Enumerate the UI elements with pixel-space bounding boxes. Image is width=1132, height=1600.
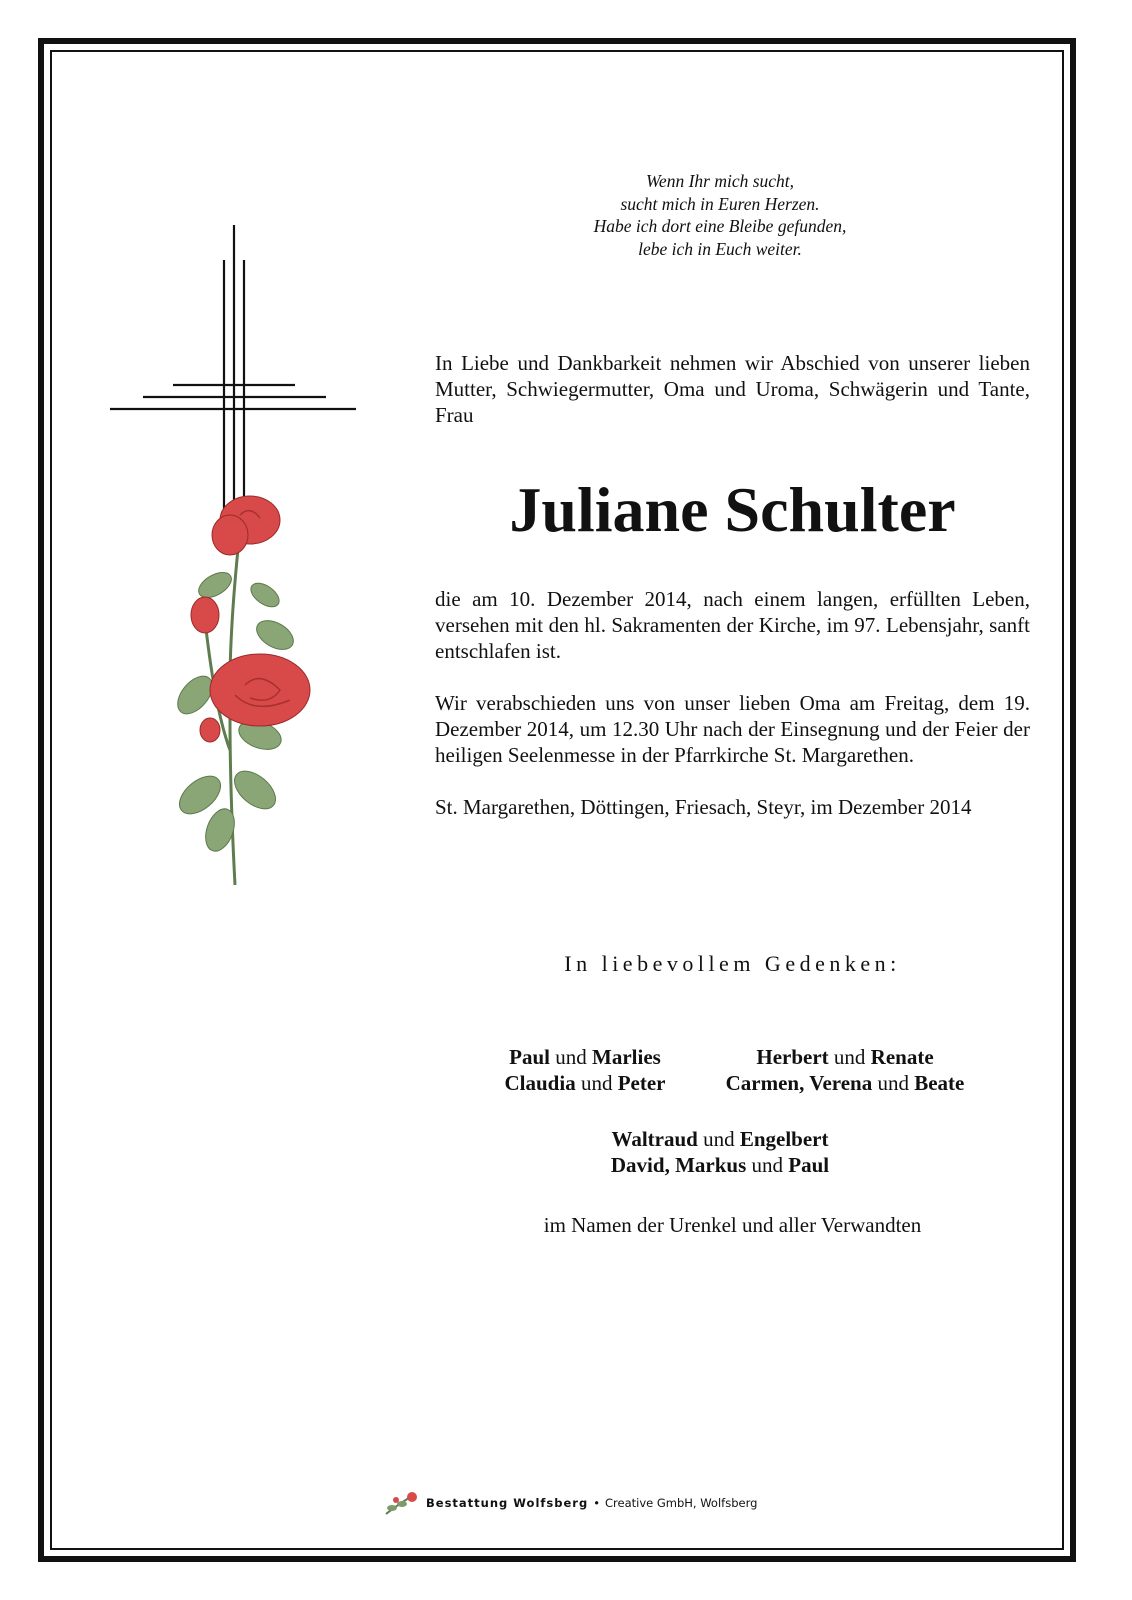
family-name: Waltraud [611, 1127, 698, 1151]
closing-line: im Namen der Urenkel und aller Verwandten [543, 1213, 922, 1237]
gedenken-heading: In liebevollem Gedenken: [564, 951, 901, 976]
family-line [700, 1044, 990, 1070]
motto-line: lebe ich in Euch weiter. [638, 238, 802, 259]
family-center [520, 1126, 920, 1178]
deceased-name: Juliane Schulter [509, 474, 956, 545]
family-name: Herbert [756, 1045, 829, 1069]
conjunction: und [580, 1071, 613, 1095]
family-name: Claudia [504, 1071, 576, 1095]
conjunction: und [555, 1045, 587, 1069]
family-name: Beate [914, 1071, 965, 1095]
motto-line: sucht mich in Euren Herzen. [620, 193, 820, 214]
family-line [520, 1152, 920, 1178]
death-paragraph: die am 10. Dezember 2014, nach einem langen, erfüllten Leben, versehen mit den hl. Sakramenten der Kirche, im 97. Lebensjahr, sanft entschlafen ist. [435, 587, 1030, 663]
family-name: Carmen, Verena [725, 1071, 873, 1095]
family-name: David, Markus [610, 1153, 747, 1177]
funeral-paragraph: Wir verabschieden uns von unser lieben Oma am Freitag, dem 19. Dezember 2014, um 12.30 Uhr nach der Einsegnung und der Feier der heiligen Seelenmesse in der Pfarrkirche St. Margarethen. [435, 691, 1030, 767]
family-name: Paul [788, 1153, 830, 1177]
family-name: Engelbert [739, 1127, 829, 1151]
family-name: Marlies [592, 1045, 661, 1069]
family-line [520, 1126, 920, 1152]
motto-line: Habe ich dort eine Bleibe gefunden, [593, 216, 847, 236]
conjunction: und [833, 1045, 866, 1069]
footer-company: Creative GmbH, Wolfsberg [604, 1496, 758, 1510]
footer-separator: • [593, 1496, 600, 1510]
family-line [485, 1070, 685, 1096]
footer-brand: Bestattung Wolfsberg [426, 1496, 589, 1510]
cross-icon [110, 225, 366, 525]
family-line [700, 1070, 990, 1096]
rose-logo-icon [382, 1490, 422, 1516]
conjunction: und [877, 1071, 909, 1095]
family-name: Paul [509, 1045, 551, 1069]
conjunction: und [751, 1153, 783, 1177]
place-date: St. Margarethen, Döttingen, Friesach, Steyr, im Dezember 2014 [435, 795, 972, 819]
family-left [485, 1044, 685, 1096]
family-name: Peter [617, 1071, 666, 1095]
roses-illustration [160, 490, 330, 890]
conjunction: und [703, 1127, 735, 1151]
family-right [700, 1044, 990, 1096]
intro-paragraph: In Liebe und Dankbarkeit nehmen wir Abschied von unserer lieben Mutter, Schwiegermutter, Oma und Uroma, Schwägerin und Tante, Frau [435, 351, 1030, 427]
motto-line: Wenn Ihr mich sucht, [645, 171, 795, 191]
footer [382, 1488, 757, 1518]
motto-poem [560, 170, 880, 260]
family-line [485, 1044, 685, 1070]
family-name: Renate [870, 1045, 934, 1069]
